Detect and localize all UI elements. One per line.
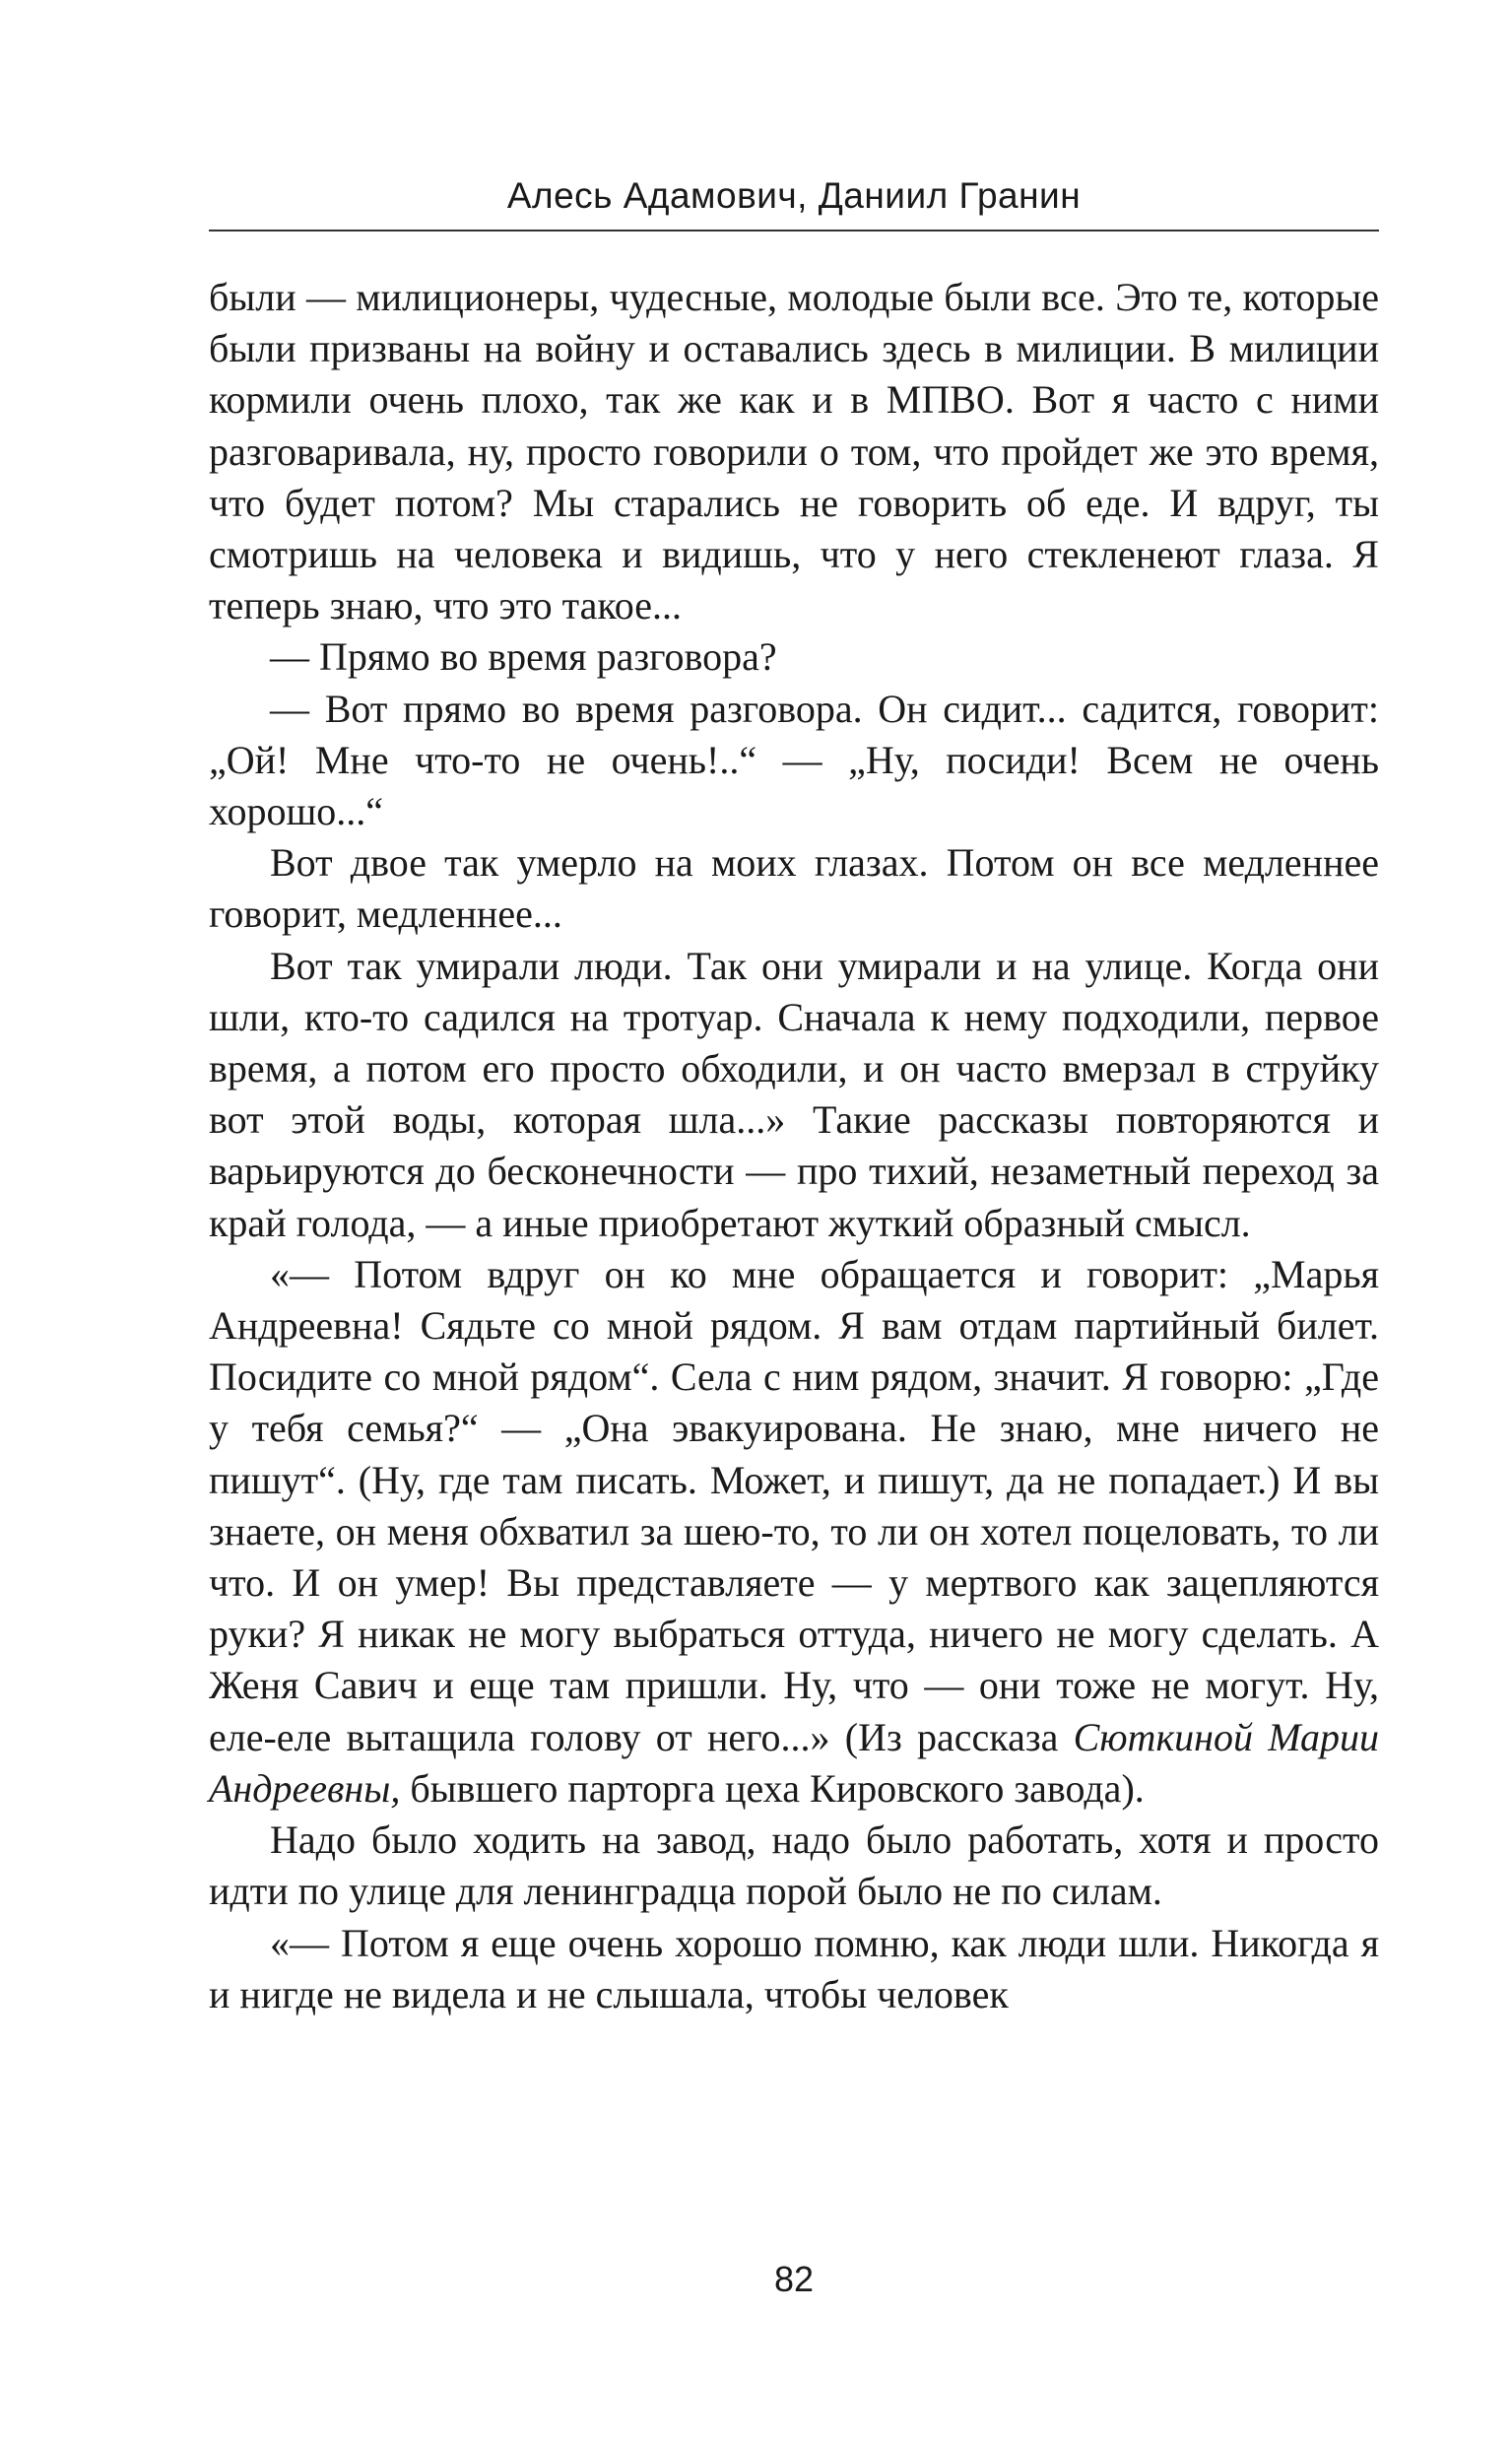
body-text — [209, 272, 1379, 2020]
paragraph: — Вот прямо во время разговора. Он сидит... садится, говорит: „Ой! Мне что-то не очень!..“ — „Ну, посиди! Всем не очень хорошо...“ — [209, 686, 1379, 834]
page-number: 82 — [773, 2259, 815, 2299]
paragraph: — Прямо во время разговора? — [270, 634, 777, 680]
italic-name: Сюткиной Марии Андреевны, — [209, 1714, 1379, 1811]
paragraph: были — милиционеры, чудесные, молодые были все. Это те, которые были призваны на войну и оставались здесь в милиции. В милиции кормили очень плохо, так же как и в МПВО. Вот я часто с ними разговаривала, ну, просто говорили о том, что пройдет же это время, что будет потом? Мы старались не говорить об еде. И вдруг, ты смотришь на человека и видишь, что у него стекленеют глаза. Я теперь знаю, что это такое... — [209, 275, 1379, 628]
paragraph: «— Потом я еще очень хорошо помню, как люди шли. Никогда я и нигде не видела и не слышала, чтобы человек — [209, 1920, 1379, 2016]
header-rule — [209, 230, 1379, 231]
paragraph-text-tail: бывшего парторга цеха Кировского завода). — [400, 1765, 1145, 1811]
running-title: Алесь Адамович, Даниил Гранин — [506, 175, 1082, 216]
paragraph — [209, 1249, 1379, 1815]
paragraph: Вот двое так умерло на моих глазах. Потом он все медленнее говорит, медленнее... — [209, 840, 1379, 937]
paragraph: Надо было ходить на завод, надо было работать, хотя и просто идти по улице для ленинградца порой было не по силам. — [209, 1817, 1379, 1914]
paragraph: Вот так умирали люди. Так они умирали и на улице. Когда они шли, кто-то садился на тротуар. Сначала к нему подходили, первое время, а потом его просто обходили, и он часто вмерзал в струйку вот этой воды, которая шла...» Такие рассказы повторяются и варьируются до бесконечности — про тихий, незаметный переход за край голода, — а иные приобретают жуткий образный смысл. — [209, 943, 1379, 1245]
paragraph-text: «— Потом вдруг он ко мне обращается и говорит: „Марья Андреевна! Сядьте со мной рядом. Я вам отдам партийный билет. Посидите со мной рядом“. Села с ним рядом, значит. Я говорю: „Где у тебя семья?“ — „Она эвакуирована. Не знаю, мне ничего не пишут“. (Ну, где там писать. Может, и пишут, да не попадает.) И вы знаете, он меня обхватил за шею-то, то ли он хотел поцеловать, то ли что. И он умер! Вы представляете — у мертвого как зацепляются руки? Я никак не могу выбраться оттуда, ничего не могу сделать. А Женя Савич и еще там пришли. Ну, что — они тоже не могут. Ну, еле-еле вытащила голову от него...» (Из рассказа — [209, 1251, 1379, 1759]
